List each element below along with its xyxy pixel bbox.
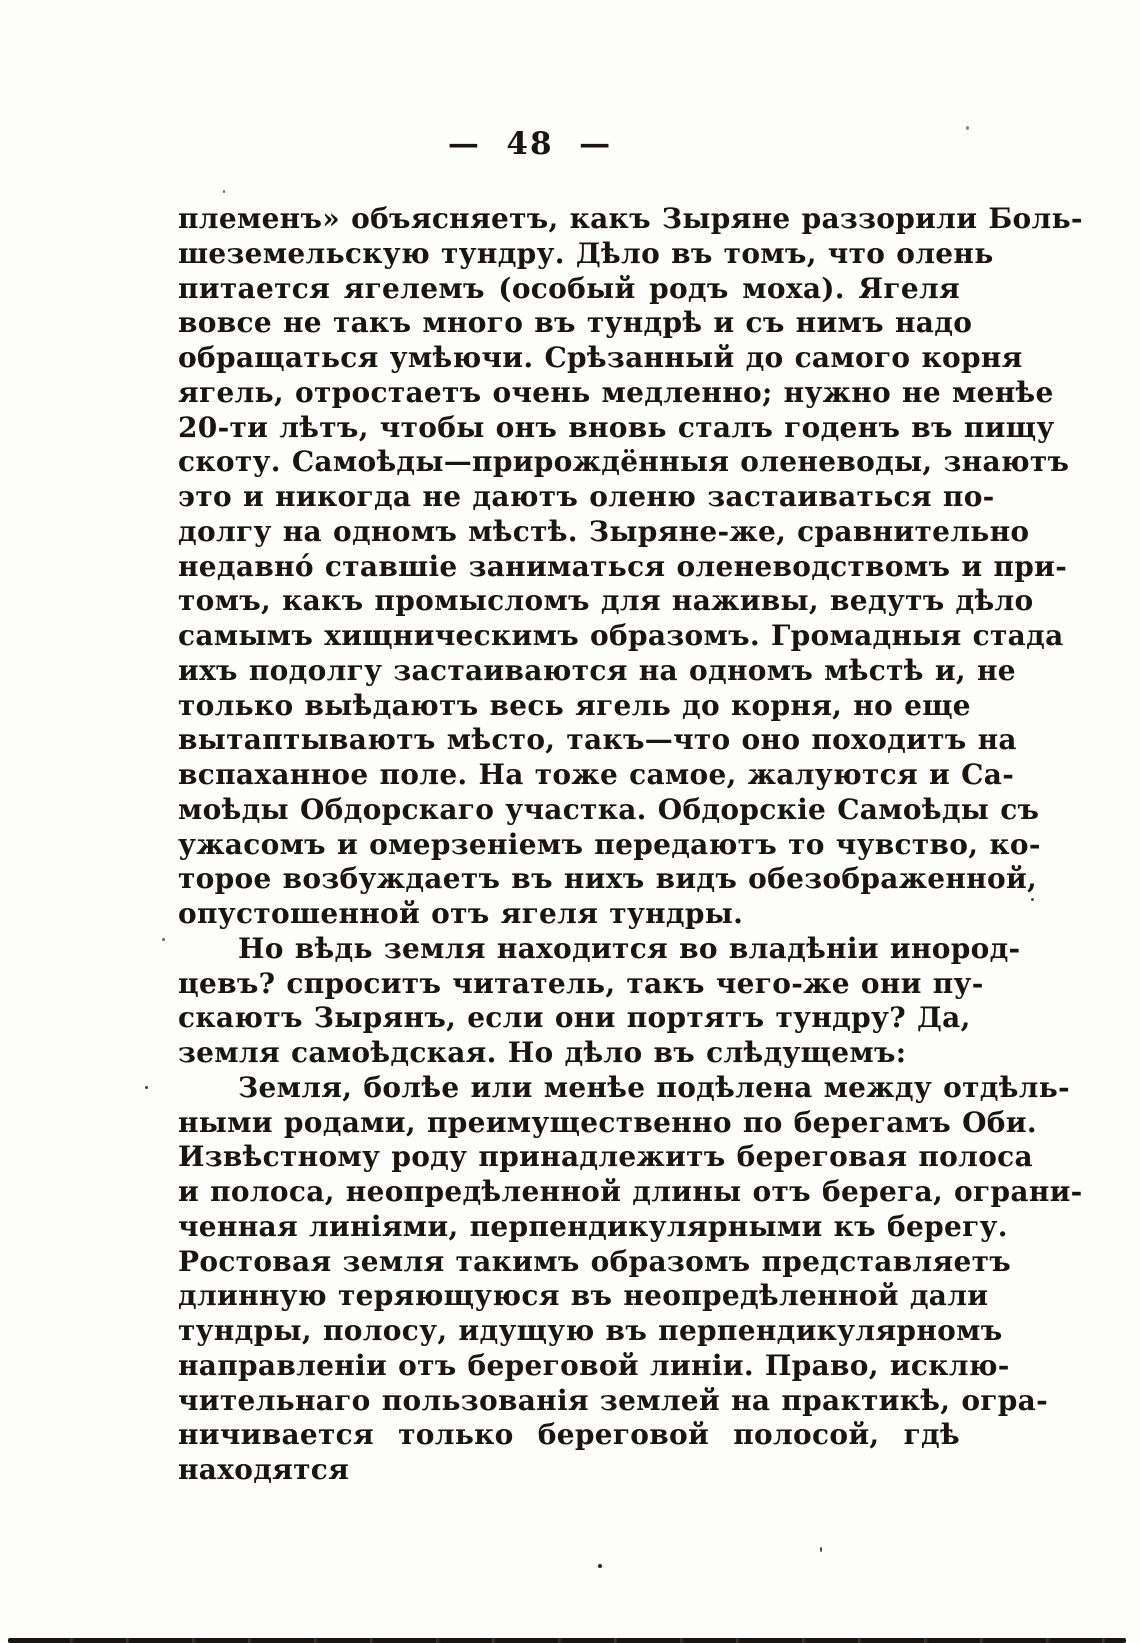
text-line: самымъ хищническимъ образомъ. Громадныя стада (178, 619, 1064, 652)
text-line: моѣды Обдорскаго участка. Обдорскіе Самоѣды съ (178, 792, 1040, 826)
text-line: ными родами, преимущественно по берегамъ Оби. (178, 1105, 1037, 1139)
text-line: это и никогда не даютъ оленю застаиваться по- (178, 480, 995, 513)
body-text (178, 202, 1083, 1487)
text-line: вспаханное поле. На тоже самое, жалуются и Са- (178, 758, 1015, 791)
text-line: ужасомъ и омерзеніемъ передаютъ то чувство, ко- (178, 827, 1041, 861)
scan-speck (966, 126, 969, 130)
text-line: 20-ти лѣтъ, чтобы онъ вновь сталъ годенъ въ пищу (178, 410, 1055, 444)
text-line: направленіи отъ береговой линіи. Право, исклю- (178, 1348, 1010, 1382)
scan-speck (598, 1564, 602, 1568)
text-line: ягель, отростаетъ очень медленно; нужно не менѣе (178, 375, 1054, 409)
scan-speck (162, 938, 165, 941)
scan-speck (1031, 898, 1034, 901)
text-line: земля самоѣдская. Но дѣло въ слѣдущемъ: (178, 1036, 907, 1069)
text-line: торое возбуждаетъ въ нихъ видъ обезображенной, (178, 862, 1038, 896)
scan-speck (145, 1086, 148, 1089)
text-line: опустошенной отъ ягеля тундры. (178, 897, 744, 930)
text-line: ченная линіями, перпендикулярными къ берегу. (178, 1209, 1008, 1243)
text-line: тундры, полосу, идущую въ перпендикулярномъ (178, 1314, 1003, 1347)
text-line: вовсе не такъ много въ тундрѣ и съ нимъ надо (178, 306, 973, 340)
text-line: скаютъ Зырянъ, если они портятъ тундру? Да, (178, 1001, 971, 1035)
text-line: ничивается только береговой полосой, гдѣ находятся (178, 1418, 960, 1487)
text-line: недавно́ ставшіе заниматься оленеводствомъ и при- (178, 549, 1068, 583)
text-line: Но вѣдь земля находится во владѣніи инород- (238, 931, 1021, 965)
text-line: Ростовая земля такимъ образомъ представляетъ (178, 1244, 1012, 1278)
text-line: длинную теряющуюся въ неопредѣленной дали (178, 1279, 989, 1313)
text-line: скоту. Самоѣды—прирождённыя оленеводы, знаютъ (178, 445, 1070, 479)
text-line: чительнаго пользованія землей на практикѣ, огра- (178, 1383, 1049, 1417)
scan-speck (223, 190, 225, 193)
text-line: ихъ подолгу застаиваются на одномъ мѣстѣ и, не (178, 653, 1016, 687)
text-line: и полоса, неопредѣленной длины отъ берега, ограни- (178, 1175, 1083, 1208)
text-line: питается ягелемъ (особый родъ моха). Ягеля (178, 271, 960, 305)
text-line: племенъ» объясняетъ, какъ Зыряне раззорили Боль- (178, 202, 1083, 235)
text-line: цевъ? спроситъ читатель, такъ чего-же они пу- (178, 966, 984, 1000)
page-number: — 48 — (447, 126, 613, 162)
text-line: Земля, болѣе или менѣе подѣлена между отдѣль- (238, 1070, 1070, 1104)
text-line: шеземельскую тундру. Дѣло въ томъ, что олень (178, 236, 994, 270)
scan-edge-artifact (8, 1638, 1126, 1643)
scan-speck (820, 1547, 822, 1552)
text-line: обращаться умѣючи. Срѣзанный до самого корня (178, 341, 1023, 374)
text-line: только выѣдаютъ весь ягель до корня, но еще (178, 688, 971, 722)
text-line: долгу на одномъ мѣстѣ. Зыряне-же, сравнительно (178, 514, 1030, 548)
text-line: вытаптываютъ мѣсто, такъ—что оно походитъ на (178, 723, 1017, 757)
text-line: Извѣстному роду принадлежитъ береговая полоса (178, 1140, 1033, 1174)
text-line: томъ, какъ промысломъ для наживы, ведутъ дѣло (178, 584, 1034, 618)
